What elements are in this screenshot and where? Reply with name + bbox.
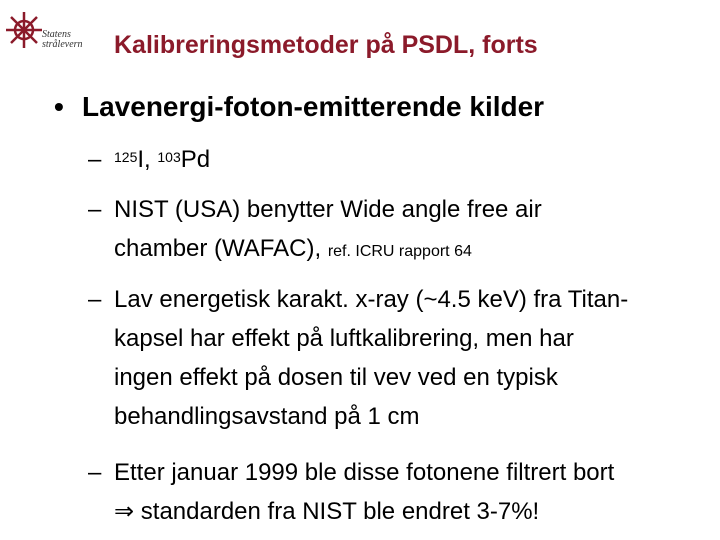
- dash-marker: –: [88, 459, 102, 486]
- filter-line2: standarden fra NIST ble endret 3-7%!: [134, 498, 540, 525]
- xray-line2: kapsel har effekt på luftkalibrering, men har: [114, 325, 574, 352]
- logo: [4, 8, 104, 60]
- isotope-mass-1: 125: [114, 149, 138, 165]
- logo-line2: strålevern: [42, 39, 83, 50]
- implies-arrow-icon: ⇒: [114, 497, 135, 525]
- sub-bullet-nist: [88, 190, 542, 271]
- logo-line1: Statens: [42, 29, 71, 40]
- sub-bullet-isotopes: [88, 140, 210, 179]
- nist-line2: chamber (WAFAC),: [114, 235, 328, 262]
- sub-bullet-filter: [88, 453, 614, 531]
- xray-line1: Lav energetisk karakt. x-ray (~4.5 keV) fra Titan-: [114, 286, 629, 313]
- icru-reference: ref. ICRU rapport 64: [327, 243, 472, 260]
- main-bullet: [54, 91, 544, 123]
- radiation-wheel-icon: [4, 8, 44, 52]
- dash-marker: –: [88, 286, 102, 313]
- dash-marker: –: [88, 196, 102, 223]
- logo-text: [42, 30, 83, 50]
- slide-title: Kalibreringsmetoder på PSDL, forts: [114, 31, 538, 59]
- xray-line3: ingen effekt på dosen til vev ved en typisk: [114, 364, 558, 391]
- filter-line1: Etter januar 1999 ble disse fotonene filtrert bort: [114, 459, 615, 486]
- isotope-symbol-1: I,: [137, 146, 158, 173]
- nist-line1: NIST (USA) benytter Wide angle free air: [114, 196, 542, 223]
- isotope-symbol-2: Pd: [180, 146, 211, 173]
- sub-bullet-xray: [88, 280, 628, 436]
- main-bullet-text: Lavenergi-foton-emitterende kilder: [82, 91, 545, 122]
- bullet-marker: •: [54, 91, 64, 122]
- dash-marker: –: [88, 146, 102, 173]
- xray-line4: behandlingsavstand på 1 cm: [114, 403, 420, 430]
- isotope-mass-2: 103: [157, 149, 181, 165]
